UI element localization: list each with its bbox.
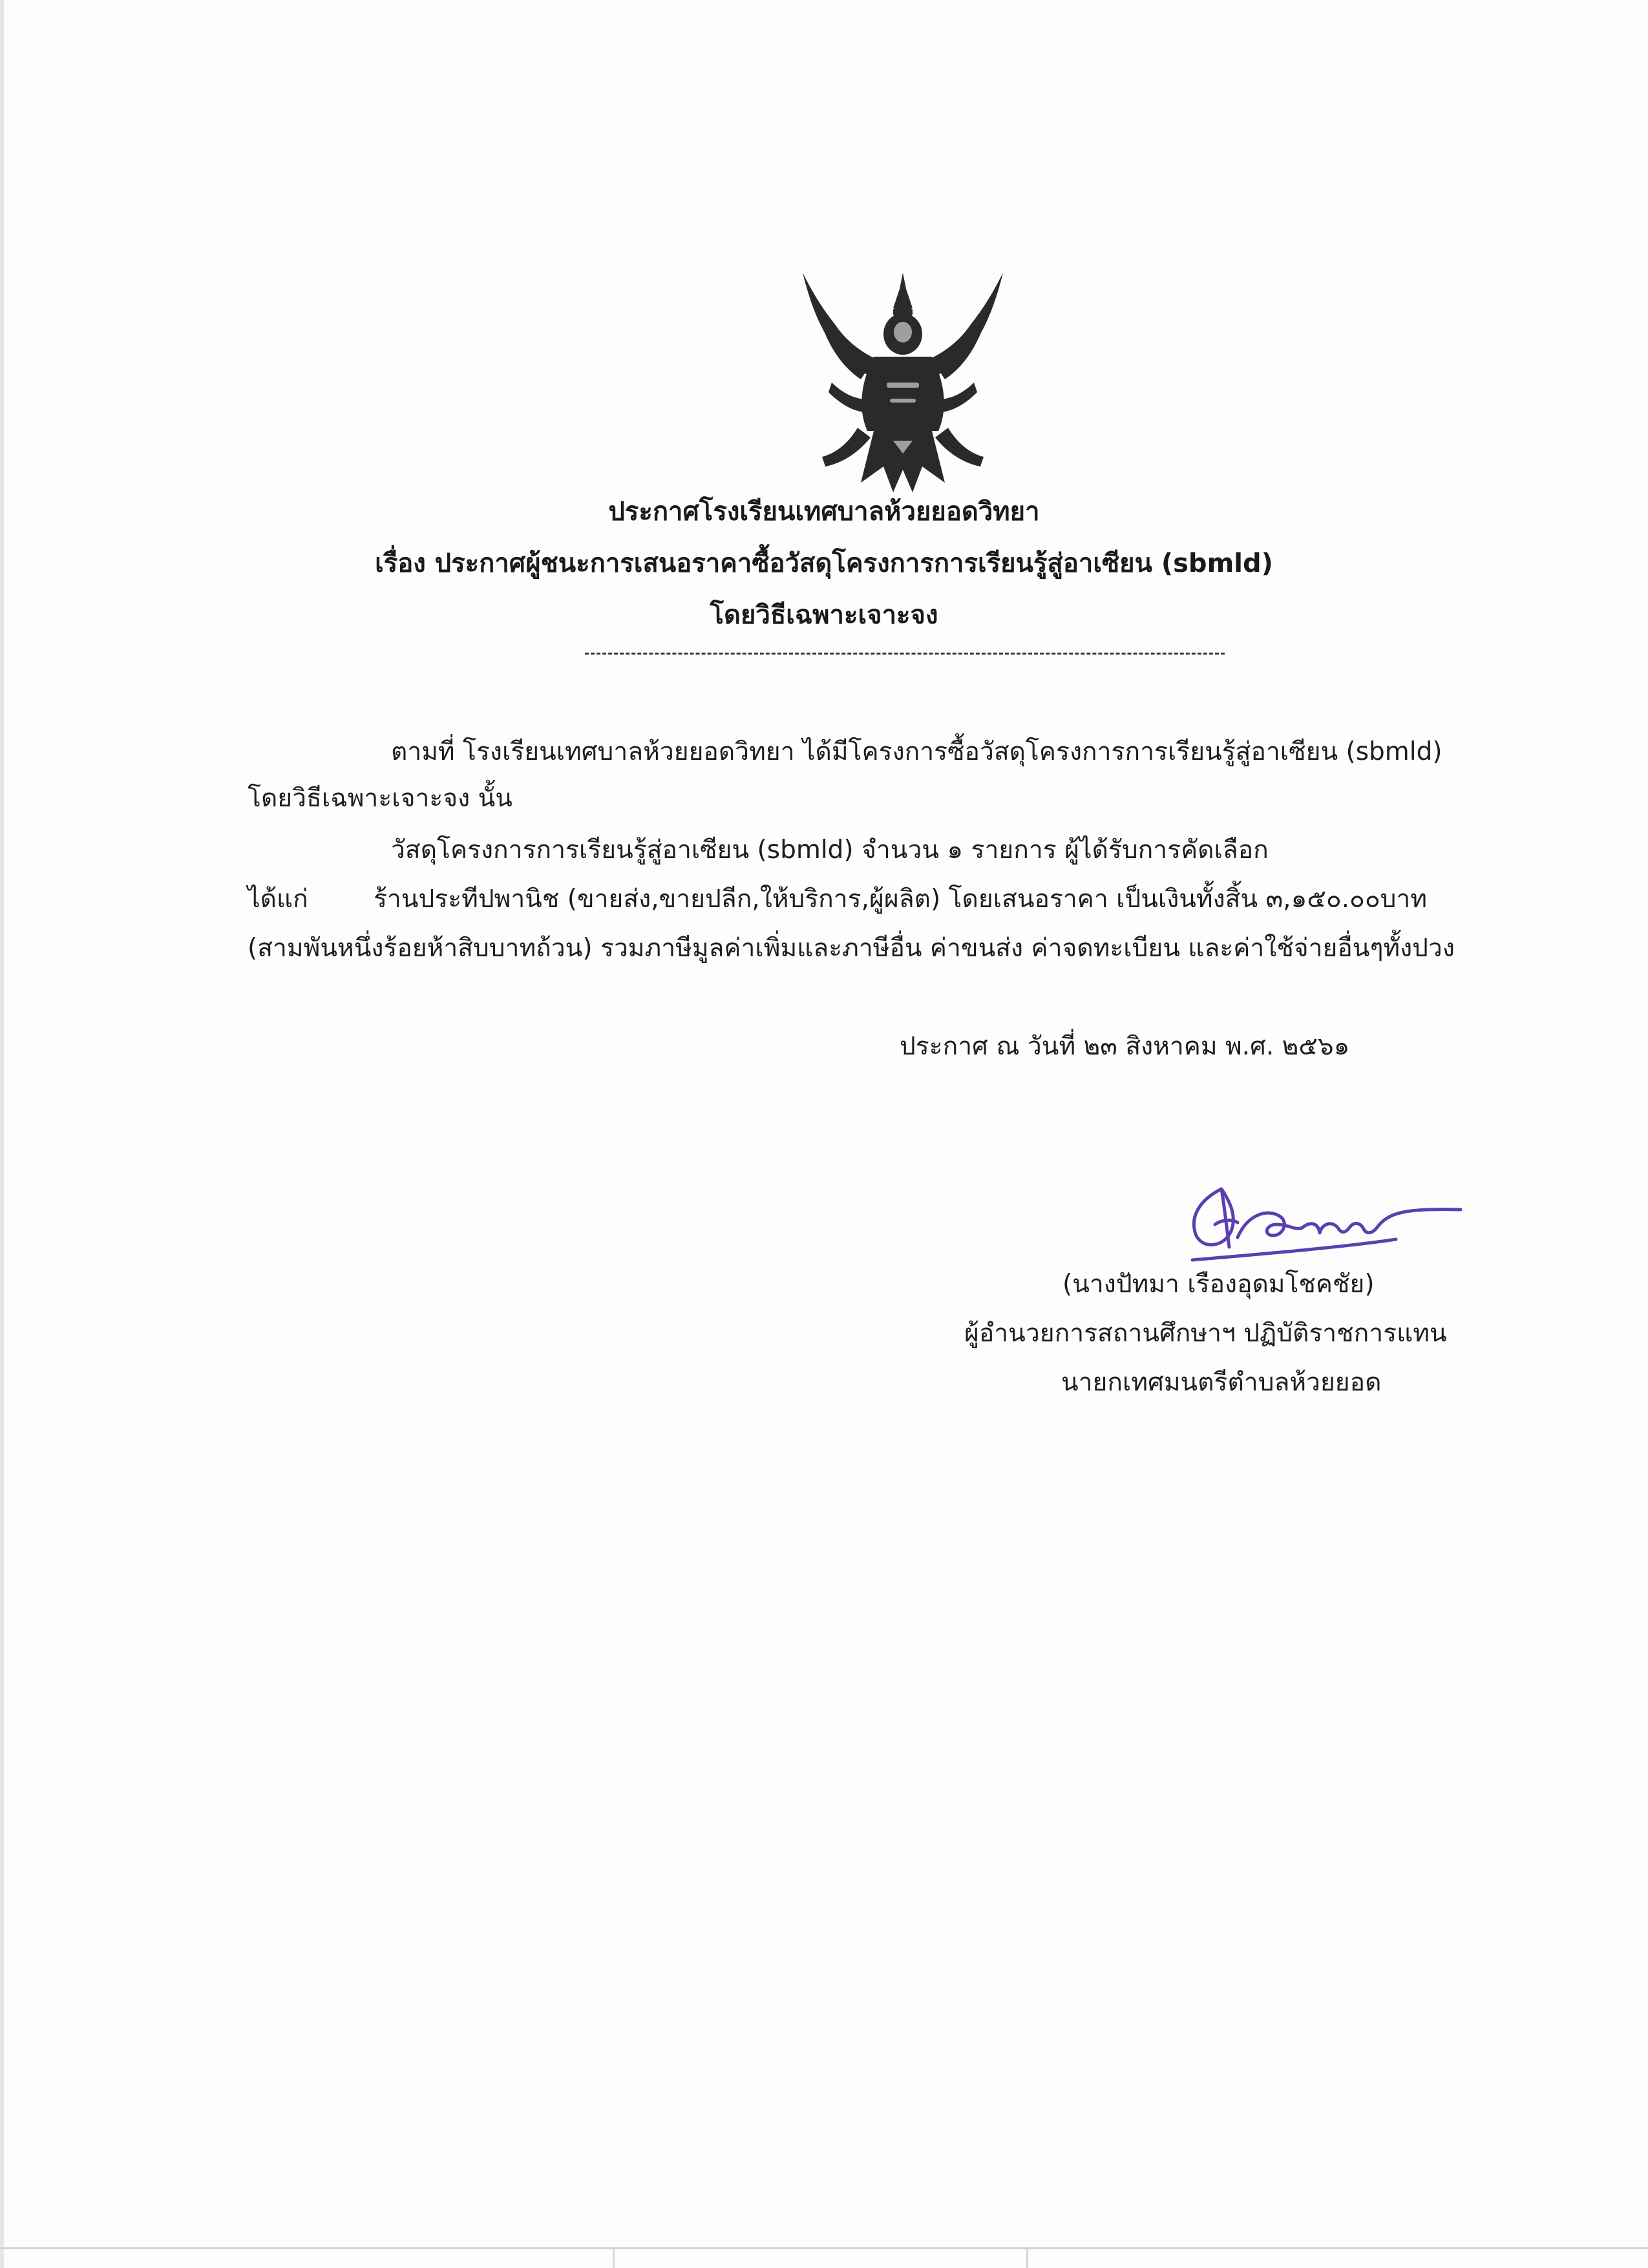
announcement-title: ประกาศโรงเรียนเทศบาลห้วยยอดวิทยา bbox=[608, 497, 1040, 527]
announcement-date: ประกาศ ณ วันที่ ๒๓ สิงหาคม พ.ศ. ๒๕๖๑ bbox=[900, 1032, 1350, 1061]
signer-position: ผู้อำนวยการสถานศึกษาฯ ปฏิบัติราชการแทน bbox=[964, 1319, 1447, 1348]
signer-name: (นางปัทมา เรืองอุดมโชคชัย) bbox=[1062, 1270, 1375, 1299]
scan-bottom-edge bbox=[0, 2247, 1648, 2249]
scan-mark bbox=[1026, 2249, 1028, 2268]
procurement-method: โดยวิธีเฉพาะเจาะจง bbox=[710, 600, 938, 630]
garuda-emblem-icon bbox=[796, 260, 1009, 500]
paragraph-2-line-2: ร้านประทีปพานิช (ขายส่ง,ขายปลีก,ให้บริการ,ผู้ผลิต) โดยเสนอราคา เป็นเงินทั้งสิ้น ๓,๑๕๐.๐๐บาท bbox=[374, 885, 1428, 914]
paragraph-2-line-3: (สามพันหนึ่งร้อยห้าสิบบาทถ้วน) รวมภาษีมูลค่าเพิ่มและภาษีอื่น ค่าขนส่ง ค่าจดทะเบียน และค่าใช้จ่ายอื่นๆทั้งปวง bbox=[248, 934, 1455, 963]
handwritten-signature bbox=[1176, 1163, 1467, 1266]
paragraph-2-line-1: วัสดุโครงการการเรียนรู้สู่อาเซียน (sbmld) จำนวน ๑ รายการ ผู้ได้รับการคัดเลือก bbox=[391, 835, 1269, 865]
separator-line bbox=[585, 653, 1225, 655]
signer-on-behalf-of: นายกเทศมนตรีตำบลห้วยยอด bbox=[1061, 1368, 1382, 1397]
scan-mark bbox=[613, 2249, 615, 2268]
paragraph-2-label: ได้แก่ bbox=[248, 885, 308, 914]
scan-edge bbox=[0, 0, 4, 2268]
paragraph-1-line-1: ตามที่ โรงเรียนเทศบาลห้วยยอดวิทยา ได้มีโครงการซื้อวัสดุโครงการการเรียนรู้สู่อาเซียน (sbmld) bbox=[391, 737, 1442, 766]
paragraph-1-line-2: โดยวิธีเฉพาะเจาะจง นั้น bbox=[248, 784, 512, 813]
announcement-subject: เรื่อง ประกาศผู้ชนะการเสนอราคาซื้อวัสดุโครงการการเรียนรู้สู่อาเซียน (sbmld) bbox=[375, 549, 1273, 578]
